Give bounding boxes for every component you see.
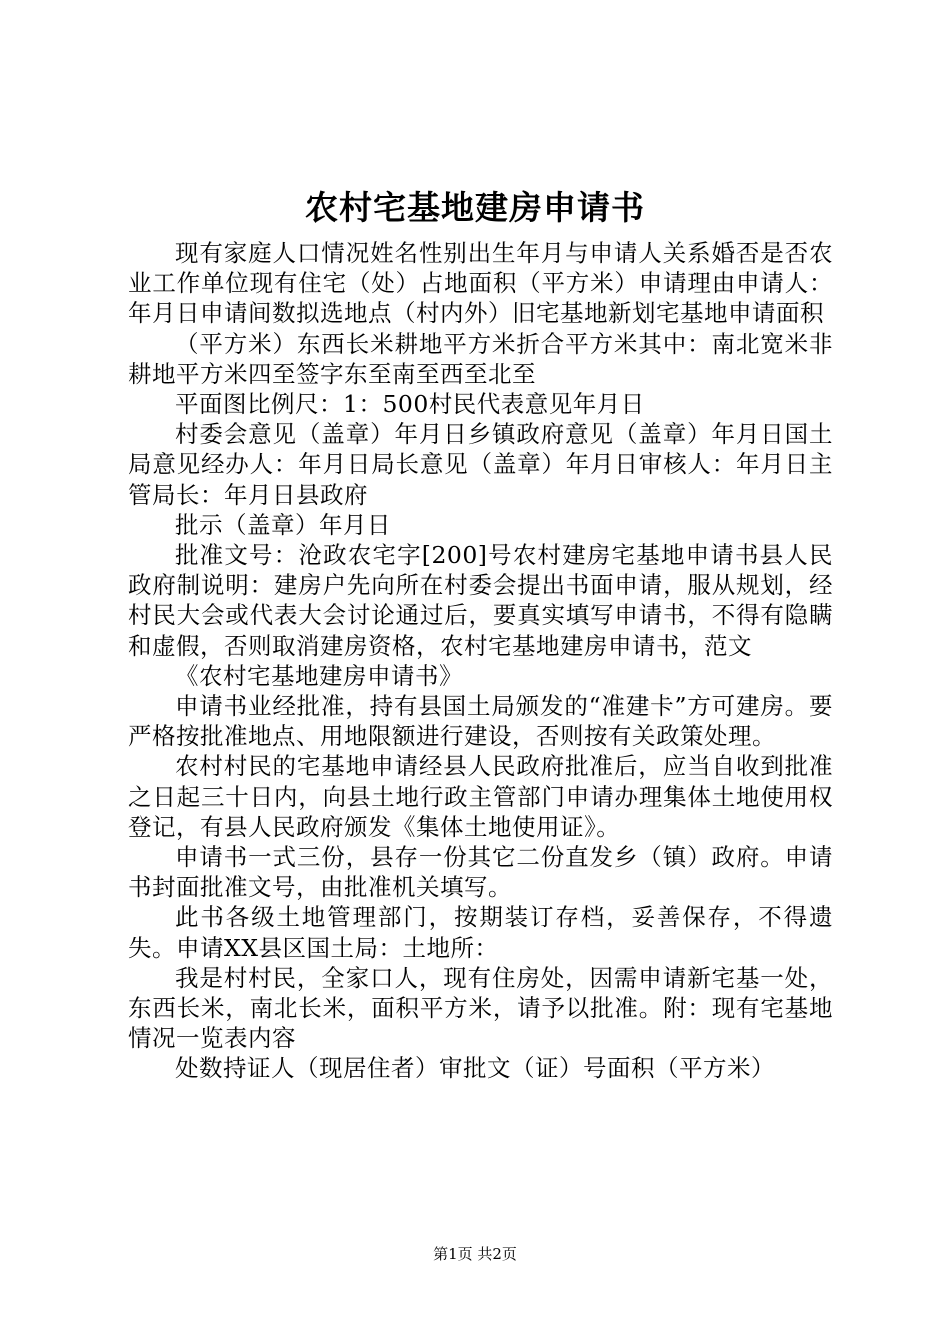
paragraph: 批准文号：沧政农宅字[200]号农村建房宅基地申请书县人民政府制说明：建房户先向所在村委会提出书面申请，服从规划，经村民大会或代表大会讨论通过后，要真实填写申请书，不得有隐瞒和虚假，否则取消建房资格，农村宅基地建房申请书，范文 [128, 541, 833, 660]
paragraph: 平面图比例尺：1：500村民代表意见年月日 [175, 390, 645, 419]
paragraph: 批示（盖章）年月日 [175, 510, 391, 539]
paragraph: （平方米）东西长米耕地平方米折合平方米其中：南北宽米非耕地平方米四至签字东至南至西至北至 [128, 329, 833, 388]
document-body [128, 238, 833, 1084]
paragraph: 现有家庭人口情况姓名性别出生年月与申请人关系婚否是否农业工作单位现有住宅（处）占地面积（平方米）申请理由申请人：年月日申请间数拟选地点（村内外）旧宅基地新划宅基地申请面积 [128, 239, 833, 328]
paragraph: 我是村村民，全家口人，现有住房处，因需申请新宅基一处，东西长米，南北长米，面积平方米，请予以批准。附：现有宅基地情况一览表内容 [128, 963, 833, 1053]
paragraph: 申请书业经批准，持有县国土局颁发的“准建卡”方可建房。要严格按批准地点、用地限额进行建设，否则按有关政策处理。 [128, 692, 833, 751]
paragraph: 《农村宅基地建房申请书》 [175, 661, 463, 690]
paragraph: 申请书一式三份，县存一份其它二份直发乡（镇）政府。申请书封面批准文号，由批准机关填写。 [128, 843, 833, 902]
paragraph: 村委会意见（盖章）年月日乡镇政府意见（盖章）年月日国土局意见经办人：年月日局长意见（盖章）年月日审核人：年月日主管局长：年月日县政府 [128, 420, 833, 509]
paragraph: 农村村民的宅基地申请经县人民政府批准后，应当自收到批准之日起三十日内，向县土地行政主管部门申请办理集体土地使用权登记，有县人民政府颁发《集体土地使用证》。 [128, 752, 833, 841]
paragraph: 此书各级土地管理部门，按期装订存档，妥善保存，不得遗失。申请XX县区国土局：土地所： [128, 903, 833, 962]
page-number-footer: 第1页 共2页 [433, 1245, 517, 1263]
document-title: 农村宅基地建房申请书 [305, 188, 645, 227]
paragraph: 处数持证人（现居住者）审批文（证）号面积（平方米） [175, 1054, 775, 1083]
